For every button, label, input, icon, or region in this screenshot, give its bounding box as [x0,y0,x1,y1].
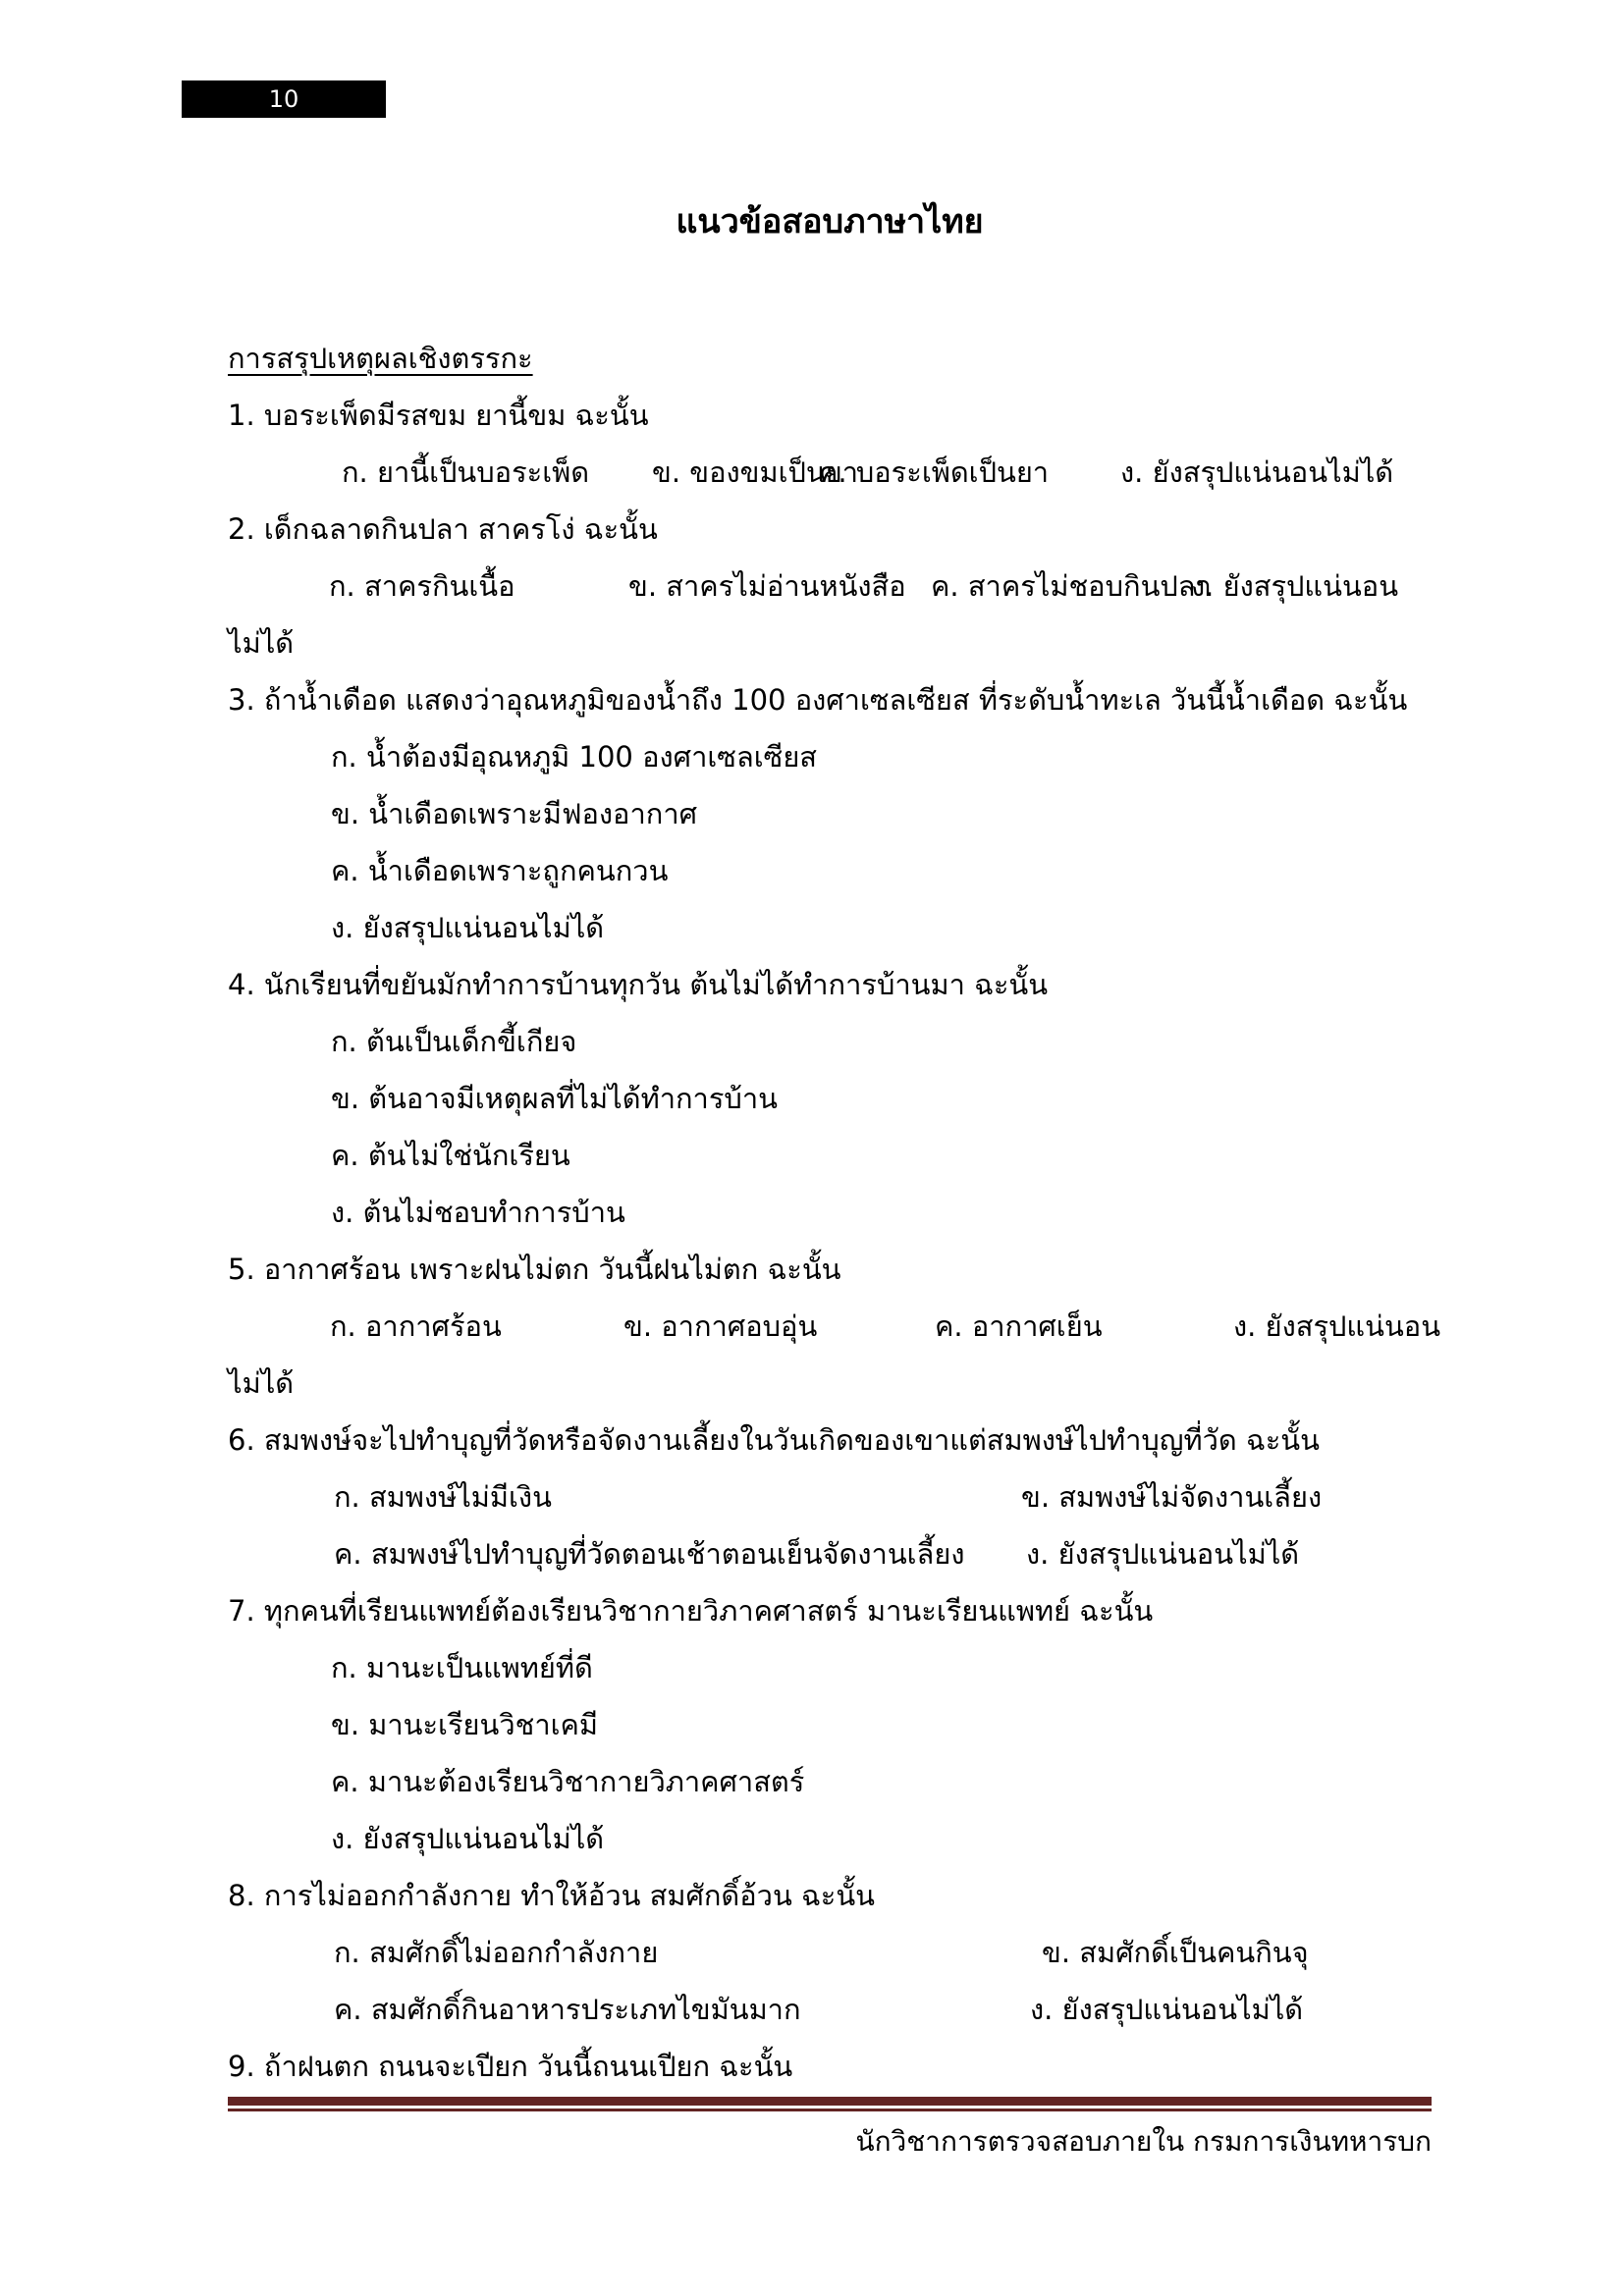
question-4-option-kh: ค. ต้นไม่ใช่นักเรียน [331,1139,570,1172]
option-kho: ข. อากาศอบอุ่น [623,1309,818,1343]
question-3-option-ko: ก. น้ำต้องมีอุณหภูมิ 100 องศาเซลเซียส [331,740,818,774]
question-6-options-row-2 [228,1525,1432,1582]
question-9-text: 9. ถ้าฝนตก ถนนจะเปียก วันนี้ถนนเปียก ฉะนั้น [228,2050,793,2083]
question-1-text: 1. บอระเพ็ดมีรสขม ยานี้ขม ฉะนั้น [228,399,649,432]
question-7-option-kho: ข. มานะเรียนวิชาเคมี [331,1708,599,1741]
question-2-text: 2. เด็กฉลาดกินปลา สาครโง่ ฉะนั้น [228,512,658,546]
footer-divider-thick-line [228,2097,1432,2106]
question-5-option-continuation: ไม่ได้ [228,1366,295,1400]
option-kh: ค. สมพงษ์ไปทำบุญที่วัดตอนเช้าตอนเย็นจัดงานเลี้ยง [334,1537,965,1571]
option-ngo: ง. ยังสรุปแน่นอนไม่ได้ [1026,1537,1300,1571]
question-7-option-ko: ก. มานะเป็นแพทย์ที่ดี [331,1651,593,1684]
question-2-option-continuation: ไม่ได้ [228,626,295,660]
section-heading [228,330,1432,387]
option-kh: ค. บอระเพ็ดเป็นยา [819,455,1050,489]
question-4-text: 4. นักเรียนที่ขยันมักทำการบ้านทุกวัน ต้นไม่ได้ทำการบ้านมา ฉะนั้น [228,968,1049,1001]
option-ko: ก. ยานี้เป็นบอระเพ็ด [342,455,590,489]
question-4-option-ngo: ง. ต้นไม่ชอบทำการบ้าน [331,1196,625,1229]
option-kh: ค. สาครไม่ชอบกินปลา [931,569,1212,603]
option-kh: ค. อากาศเย็น [935,1309,1103,1343]
page-number-box [182,80,386,118]
section-heading-text: การสรุปเหตุผลเชิงตรรกะ [228,342,533,375]
option-ko: ก. สมศักดิ์ไม่ออกกำลังกาย [334,1936,659,1969]
option-ngo: ง. ยังสรุปแน่นอน [1191,569,1399,603]
option-ko: ก. สาครกินเนื้อ [329,569,515,603]
option-ko: ก. สมพงษ์ไม่มีเงิน [334,1480,552,1514]
option-ngo: ง. ยังสรุปแน่นอน [1233,1309,1441,1343]
question-5-text: 5. อากาศร้อน เพราะฝนไม่ตก วันนี้ฝนไม่ตก ฉะนั้น [228,1253,841,1286]
question-7-text: 7. ทุกคนที่เรียนแพทย์ต้องเรียนวิชากายวิภาคศาสตร์ มานะเรียนแพทย์ ฉะนั้น [228,1594,1154,1628]
question-3-option-kho: ข. น้ำเดือดเพราะมีฟองอากาศ [331,797,698,830]
option-ko: ก. อากาศร้อน [330,1309,502,1343]
footer-text: นักวิชาการตรวจสอบภายใน กรมการเงินทหารบก [855,2125,1432,2158]
option-kho: ข. ของขมเป็นยา [652,455,859,489]
question-7-option-kh: ค. มานะต้องเรียนวิชากายวิภาคศาสตร์ [331,1765,805,1798]
question-5-options [228,1298,1441,1355]
option-kho: ข. สมพงษ์ไม่จัดงานเลี้ยง [1021,1480,1323,1514]
footer-divider [228,2097,1432,2111]
page-title: แนวข้อสอบภาษาไทย [676,202,984,241]
question-6-options-row-1 [228,1468,1432,1525]
question-8-options-row-2 [228,1981,1432,2038]
question-1-options [228,444,1432,501]
question-4-option-ko: ก. ต้นเป็นเด็กขี้เกียจ [331,1025,577,1058]
document-body [228,330,1441,2095]
option-kho: ข. สมศักดิ์เป็นคนกินจุ [1042,1936,1309,1969]
question-3-option-kh: ค. น้ำเดือดเพราะถูกคนกวน [331,854,669,887]
question-8-options-row-1 [228,1924,1432,1981]
question-8-text: 8. การไม่ออกกำลังกาย ทำให้อ้วน สมศักดิ์อ้วน ฉะนั้น [228,1879,875,1912]
option-ngo: ง. ยังสรุปแน่นอนไม่ได้ [1120,455,1394,489]
question-3-text: 3. ถ้าน้ำเดือด แสดงว่าอุณหภูมิของน้ำถึง 100 องศาเซลเซียส ที่ระดับน้ำทะเล วันนี้น้ำเดือด ฉะนั้น [228,683,1408,717]
question-3-option-ngo: ง. ยังสรุปแน่นอนไม่ได้ [331,911,605,944]
question-2-options [228,558,1432,614]
question-7-option-ngo: ง. ยังสรุปแน่นอนไม่ได้ [331,1822,605,1855]
question-4-option-kho: ข. ต้นอาจมีเหตุผลที่ไม่ได้ทำการบ้าน [331,1082,778,1115]
option-kh: ค. สมศักดิ์กินอาหารประเภทไขมันมาก [334,1993,801,2026]
page-number: 10 [268,85,299,113]
footer-divider-thin-line [228,2109,1432,2111]
option-ngo: ง. ยังสรุปแน่นอนไม่ได้ [1030,1993,1304,2026]
option-kho: ข. สาครไม่อ่านหนังสือ [628,569,906,603]
question-6-text: 6. สมพงษ์จะไปทำบุญที่วัดหรือจัดงานเลี้ยงในวันเกิดของเขาแต่สมพงษ์ไปทำบุญที่วัด ฉะนั้น [228,1423,1320,1457]
